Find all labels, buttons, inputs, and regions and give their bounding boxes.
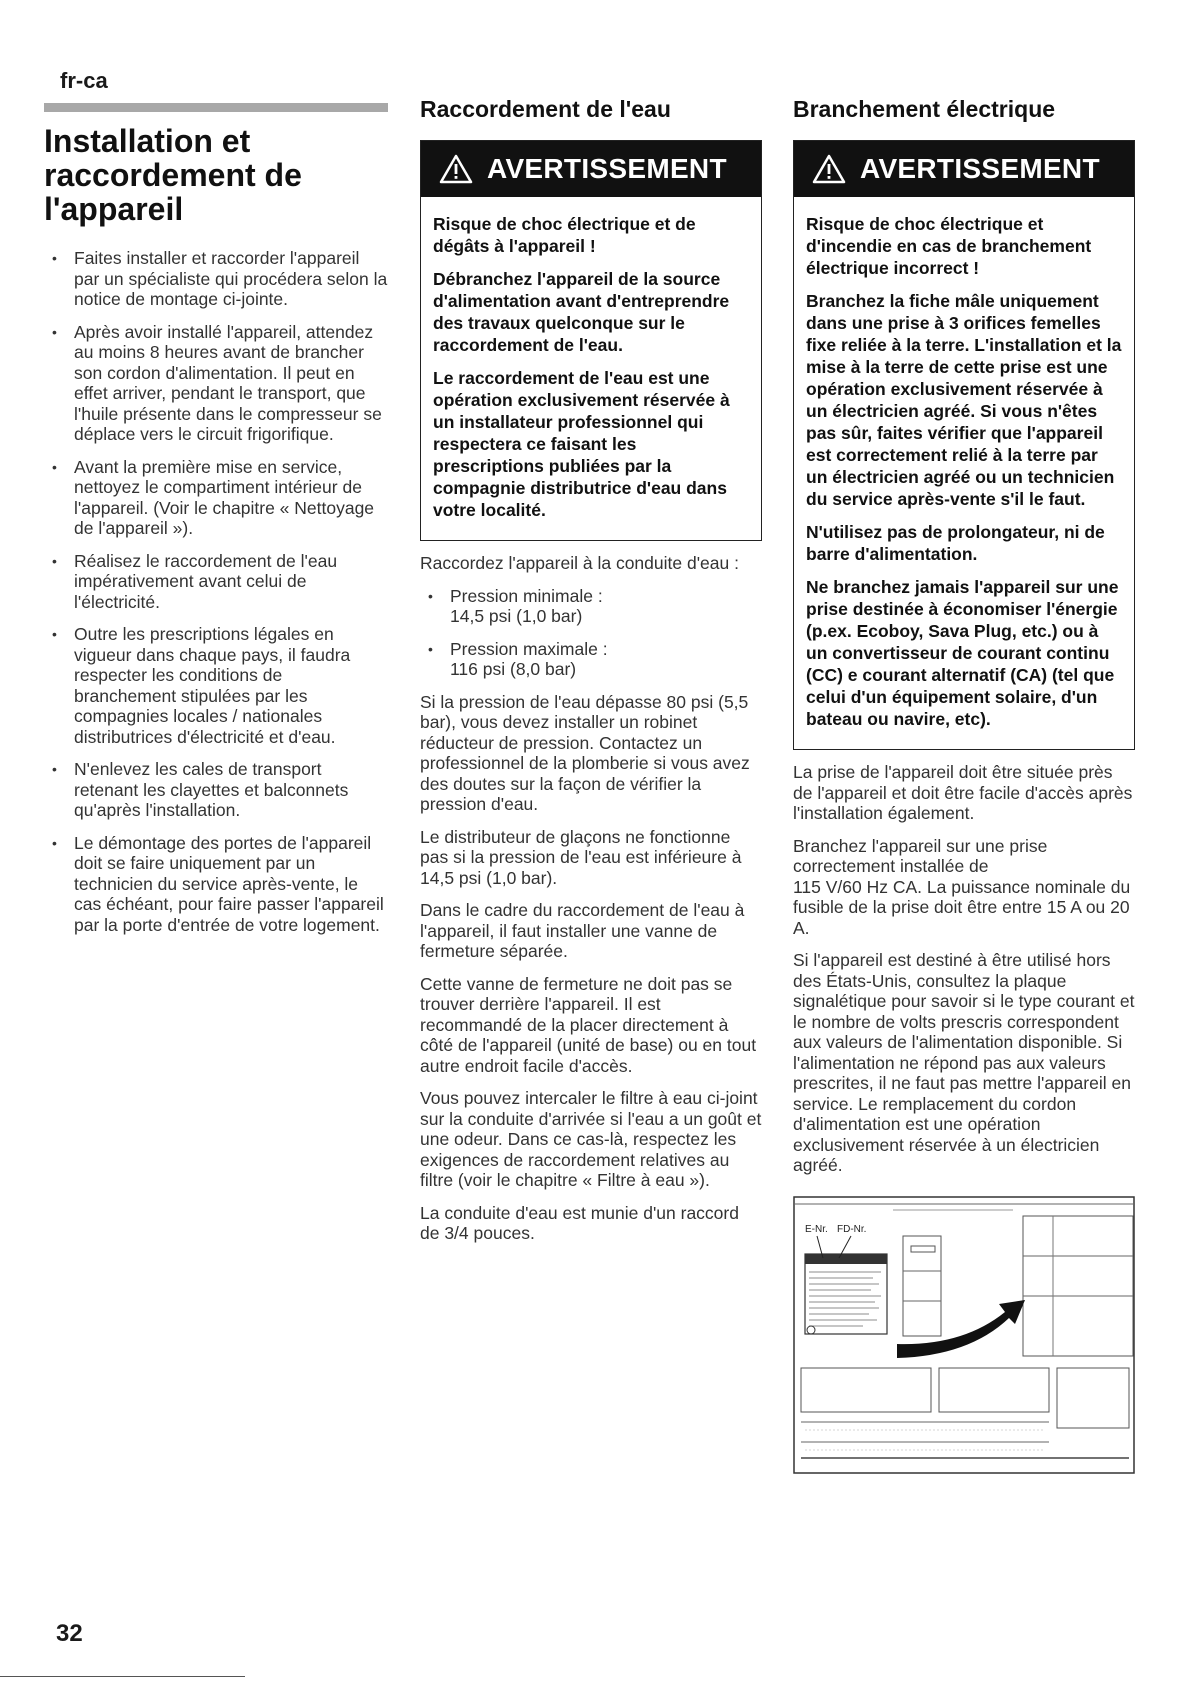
warning-body <box>794 197 1134 749</box>
list-item: • N'enlevez les cales de transport retenant les clayettes et balconnets qu'après l'installation. <box>44 759 389 821</box>
warning-header <box>794 141 1134 197</box>
list-item: • Réalisez le raccordement de l'eau impérativement avant celui de l'électricité. <box>44 551 389 613</box>
section-title-electrical: Branchement électrique <box>793 96 1056 122</box>
list-item: • Outre les prescriptions légales en vigueur dans chaque pays, il faudra respecter les conditions de branchement stipulées par les compagnies locales / nationales distributrices d'électricité et d'eau. <box>44 624 389 747</box>
page-title: Installation et raccordement de l'appareil <box>44 123 302 227</box>
warning-body <box>421 197 761 540</box>
rating-plate-illustration <box>793 1196 1135 1474</box>
body-paragraph: Cette vanne de fermeture ne doit pas se trouver derrière l'appareil. Il est recommandé de la placer directement à côté de l'appareil (unité de base) ou en tout autre endroit facile d'accès. <box>420 973 757 1076</box>
list-item: • Pression maximale : 116 psi (8,0 bar) <box>420 639 762 680</box>
column-electrical <box>793 96 1135 1479</box>
list-item: • Avant la première mise en service, nettoyez le compartiment intérieur de l'appareil. (Voir le chapitre « Nettoyage de l'appareil »). <box>44 457 389 539</box>
warning-text: N'utilisez pas de prolongateur, ni de barre d'alimentation. <box>806 522 1105 564</box>
warning-text: Risque de choc électrique et d'incendie en cas de branchement électrique incorrect ! <box>806 214 1092 278</box>
warning-text: Débranchez l'appareil de la source d'alimentation avant d'entreprendre des travaux quelconque sur le raccordement de l'eau. <box>433 269 730 355</box>
warning-text: Le raccordement de l'eau est une opération exclusivement réservée à un installateur professionnel qui respectera ce faisant les prescriptions publiées par la compagnie distributrice d'eau dans votre localité. <box>433 368 730 520</box>
warning-box-water <box>420 140 762 541</box>
figure-label-fdnr: FD-Nr. <box>837 1223 867 1235</box>
language-code: fr-ca <box>60 68 108 93</box>
warning-triangle-icon <box>812 154 846 184</box>
body-paragraph: Si la pression de l'eau dépasse 80 psi (5,5 bar), vous devez installer un robinet réducteur de pression. Contactez un professionnel de la plomberie si vous avez des doutes sur la façon de vérifier la pression d'eau. <box>420 691 750 814</box>
footer-rule <box>0 1676 245 1677</box>
body-paragraph: Dans le cadre du raccordement de l'eau à l'appareil, il faut installer une vanne de fermeture séparée. <box>420 900 745 961</box>
warning-triangle-icon <box>439 154 473 184</box>
warning-box-electrical <box>793 140 1135 750</box>
column-installation <box>44 96 389 947</box>
warning-text: Risque de choc électrique et de dégâts à l'appareil ! <box>433 214 696 256</box>
warning-header <box>421 141 761 197</box>
body-paragraph: La conduite d'eau est munie d'un raccord de 3/4 pouces. <box>420 1202 739 1243</box>
list-item: • Après avoir installé l'appareil, attendez au moins 8 heures avant de brancher son cordon d'alimentation. Il peut en effet arriver, pendant le transport, que l'huile présente dans le compresseur se déplace vers le circuit frigorifique. <box>44 322 389 445</box>
list-item: • Le démontage des portes de l'appareil doit se faire uniquement par un technicien du service après-vente, le cas échéant, pour faire passer l'appareil par la porte d'entrée de votre logement. <box>44 833 389 936</box>
warning-label: AVERTISSEMENT <box>487 153 727 184</box>
figure-label-enr: E-Nr. <box>805 1223 828 1235</box>
list-item: • Faites installer et raccorder l'appareil par un spécialiste qui procédera selon la notice de montage ci-jointe. <box>44 248 389 310</box>
column-water-connection <box>420 96 762 1256</box>
body-paragraph: Le distributeur de glaçons ne fonctionne pas si la pression de l'eau est inférieure à 14,5 psi (1,0 bar). <box>420 826 742 888</box>
page-number: 32 <box>56 1620 83 1647</box>
water-intro: Raccordez l'appareil à la conduite d'eau : <box>420 553 739 573</box>
list-item: • Pression minimale : 14,5 psi (1,0 bar) <box>420 586 762 627</box>
body-paragraph: Si l'appareil est destiné à être utilisé hors des États-Unis, consultez la plaque signalétique pour savoir si le type courant et le nombre de volts prescris correspondent aux valeurs de l'alimentation disponible. Si l'alimentation ne répond pas aux valeurs prescrites, il ne faut pas mettre l'appareil en service. Le remplacement du cordon d'alimentation est une opération exclusivement réservée à un électricien agréé. <box>793 950 1135 1175</box>
warning-label: AVERTISSEMENT <box>860 153 1100 184</box>
section-title-water: Raccordement de l'eau <box>420 96 671 122</box>
installation-list <box>44 248 389 935</box>
body-paragraph: Vous pouvez intercaler le filtre à eau ci-joint sur la conduite d'arrivée si l'eau a un goût et une odeur. Dans ce cas-là, respectez les exigences de raccordement relatives au filtre (voir le chapitre « Filtre à eau »). <box>420 1088 762 1190</box>
warning-text: Ne branchez jamais l'appareil sur une prise destinée à économiser l'énergie (p.ex. Ecoboy, Sava Plug, etc.) ou à un convertisseur de courant continu (CC) e courant alternatif (CA) (tel que celui d'un équipement solaire, d'un bateau ou navire, etc). <box>806 577 1119 729</box>
pressure-list <box>420 586 762 680</box>
body-paragraph: La prise de l'appareil doit être située près de l'appareil et doit être facile d'accès après l'installation également. <box>793 762 1133 823</box>
warning-text: Branchez la fiche mâle uniquement dans une prise à 3 orifices femelles fixe reliée à la terre. L'installation et la mise à la terre de cette prise est une opération exclusivement réservée à un électricien agréé. Si vous n'êtes pas sûr, faites vérifier que l'appareil est correctement relié à la terre par un électricien agréé ou un technicien du service après-vente s'il le faut. <box>806 291 1122 509</box>
body-paragraph: Branchez l'appareil sur une prise correctement installée de 115 V/60 Hz CA. La puissance nominale du fusible de la prise doit être entre 15 A ou 20 A. <box>793 835 1131 938</box>
